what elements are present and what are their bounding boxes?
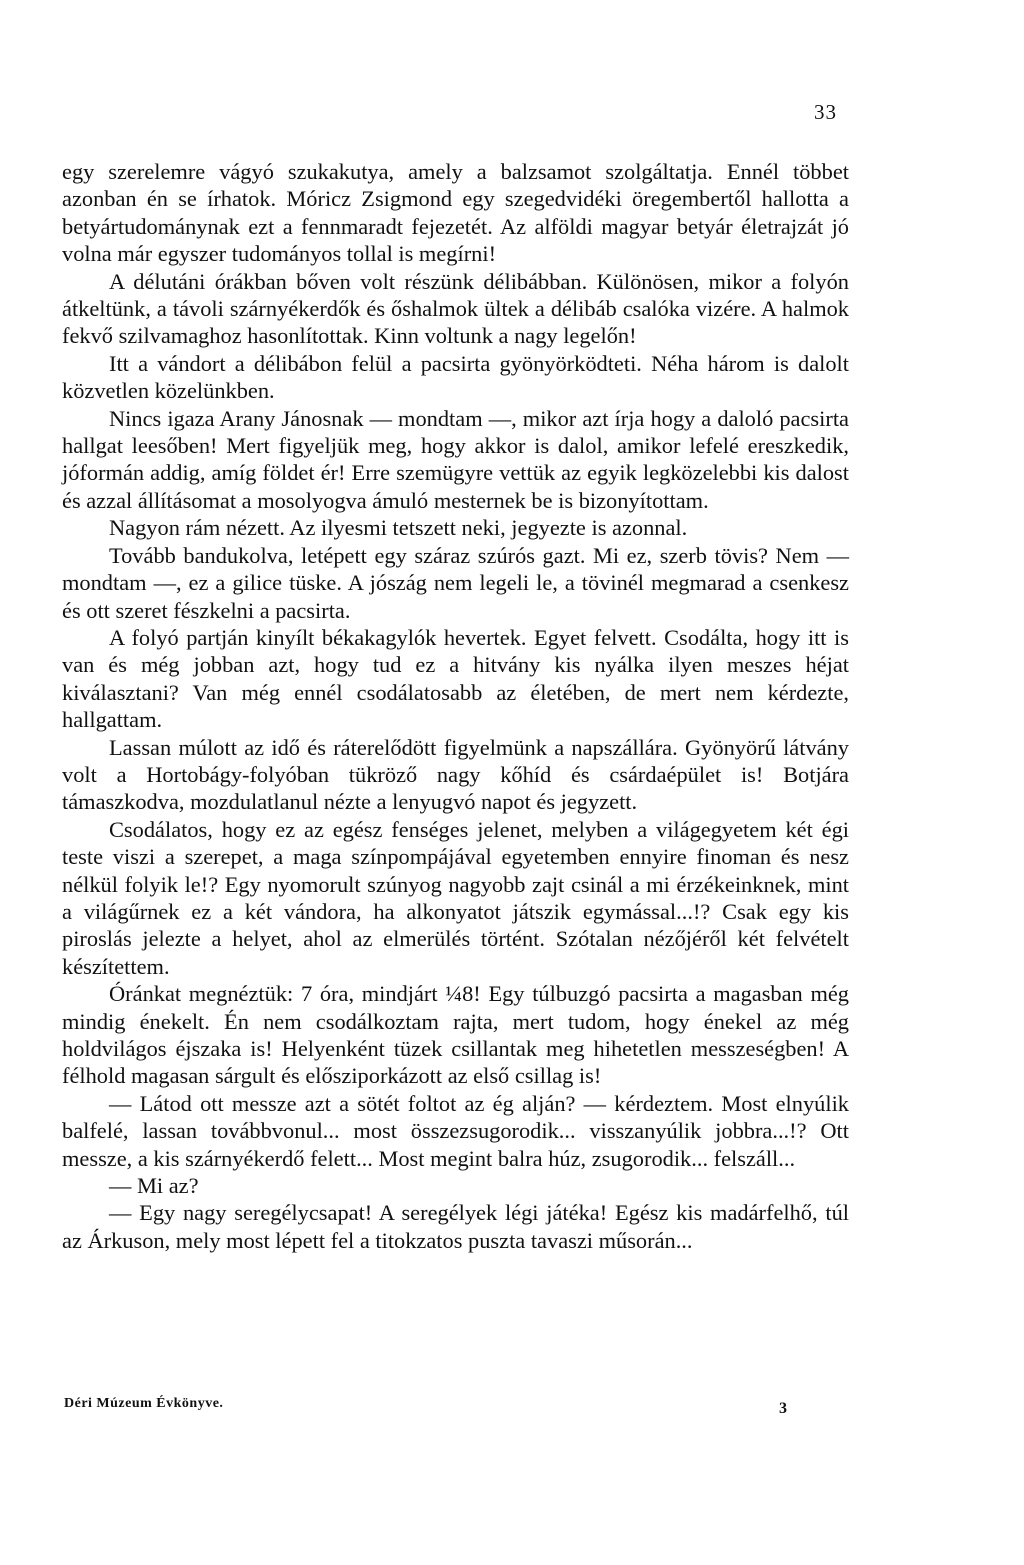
body-text (62, 158, 849, 1254)
paragraph: Nagyon rám nézett. Az ilyesmi tetszett neki, jegyezte is azonnal. (109, 515, 688, 541)
paragraph: A folyó partján kinyílt békakagylók hevertek. Egyet felvett. Csodálta, hogy itt is van és még jobban azt, hogy tud ez a hitvány kis nyálka ilyen meszes héjat kiválasztani? Van még ennél csodálatosabb az életében, de mert nem kérdezte, hallgattam. (62, 624, 849, 733)
paragraph: Itt a vándort a délibábon felül a pacsirta gyönyörködteti. Néha három is dalolt közvetlen közelünkben. (62, 350, 849, 404)
paragraph: Óránkat megnéztük: 7 óra, mindjárt ¼8! Egy túlbuzgó pacsirta a magasban még mindig énekelt. Én nem csodálkoztam rajta, mert tudom, hogy énekel az még holdvilágos éjszaka is! Helyenként tüzek csillantak meg hihetetlen messzeségben! A félhold magasan sárgult és elősziporkázott az első csillag is! (62, 981, 849, 1089)
paragraph: Lassan múlott az idő és ráterelődött figyelmünk a napszállára. Gyönyörű látvány volt a Hortobágy-folyóban tükröző nagy kőhíd és csárdaépület is! Botjára támaszkodva, mozdulatlanul nézte a lenyugvó napot és jegyzett. (62, 734, 849, 815)
paragraph: Tovább bandukolva, letépett egy száraz szúrós gazt. Mi ez, szerb tövis? Nem — mondtam —, ez a gilice tüske. A jószág nem legeli le, a tövinél megmarad a csenkesz és ott szeret fészkelni a pacsirta. (62, 542, 849, 623)
paragraph: A délutáni órákban bőven volt részünk délibábban. Különösen, mikor a folyón átkeltünk, a távoli szárnyékerdők és őshalmok ültek a délibáb csalóka vizére. A halmok fekvő szilvamaghoz hasonlítottak. Kinn voltunk a nagy legelőn! (62, 268, 849, 349)
paragraph: Nincs igaza Arany Jánosnak — mondtam —, mikor azt írja hogy a daloló pacsirta hallgat leesőben! Mert figyeljük meg, hogy akkor is dalol, amikor lefelé ereszkedik, jóformán addig, amíg földet ér! Erre szemügyre vettük az egyik legközelebbi kis dalost és azzal állításomat a mosolyogva ámuló mesternek be is bizonyítottam. (62, 405, 849, 513)
footer-signature: 3 (779, 1400, 787, 1417)
paragraph: — Mi az? (109, 1173, 199, 1199)
paragraph: — Látod ott messze azt a sötét foltot az ég alján? — kérdeztem. Most elnyúlik balfelé, lassan továbbvonul... most összezsugorodik... visszanyúlik jobbra...!? Ott messze, a kis szárnyékerdő felett... Most megint balra húz, zsugorodik... felszáll... (62, 1090, 849, 1171)
page-number: 33 (814, 100, 837, 124)
paragraph: Csodálatos, hogy ez az egész fenséges jelenet, melyben a világegyetem két égi teste viszi a szerepet, a maga színpompájával egyetemben ennyire finoman és nesz nélkül folyik le!? Egy nyomorult szúnyog nagyobb zajt csinál a mi érzékeinknek, mint a világűrnek ez a két vándora, ha alkonyatot játszik egymással...!? Csak egy kis piroslás jelezte a helyet, ahol az elmerülés történt. Szótalan nézőjéről két felvételt készítettem. (62, 816, 849, 979)
paragraph: egy szerelemre vágyó szukakutya, amely a balzsamot szolgáltatja. Ennél többet azonban én se írhatok. Móricz Zsigmond egy szegedvidéki öregembertől hallotta a betyártudománynak ezt a fennmaradt fejezetét. Az alföldi magyar betyár életrajzát jó volna már egyszer tudományos tollal is megírni! (62, 159, 849, 267)
paragraph: — Egy nagy seregélycsapat! A seregélyek légi játéka! Egész kis madárfelhő, túl az Árkuson, mely most lépett fel a titokzatos puszta tavaszi műsorán... (62, 1200, 849, 1253)
footer-publication: Déri Múzeum Évkönyve. (64, 1396, 224, 1411)
